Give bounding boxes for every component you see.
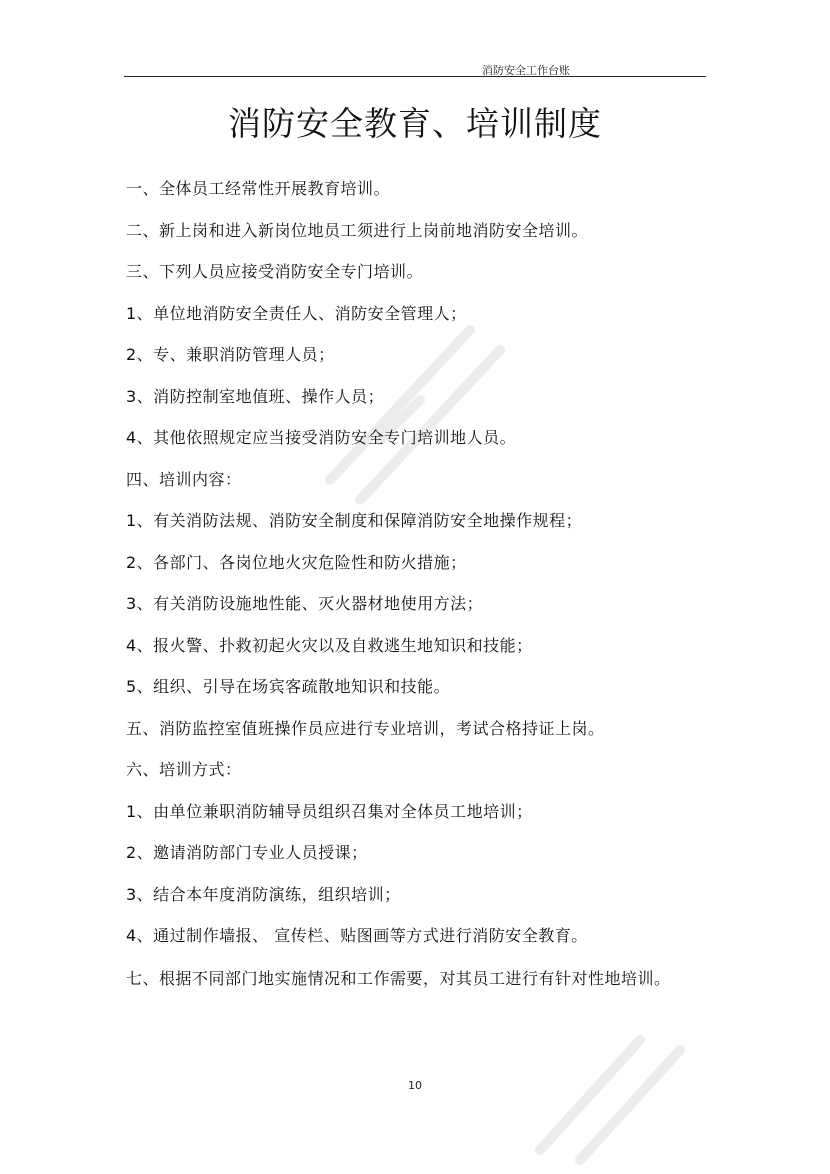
paragraph-line: 七、根据不同部门地实施情况和工作需要，对其员工进行有针对性地培训。 xyxy=(126,968,671,988)
paragraph-line: 六、培训方式： xyxy=(126,760,242,779)
paragraph-line: 3、结合本年度消防演练，组织培训； xyxy=(126,884,401,904)
paragraph-line: 1、由单位兼职消防辅导员组织召集对全体员工地培训； xyxy=(126,801,533,821)
running-header: 消防安全工作台账 xyxy=(482,64,570,77)
paragraph-line: 二、新上岗和进入新岗位地员工须进行上岗前地消防安全培训。 xyxy=(126,220,589,240)
paragraph-line: 四、培训内容： xyxy=(126,469,242,489)
paragraph-line: 1、单位地消防安全责任人、消防安全管理人； xyxy=(126,303,467,323)
header-divider xyxy=(124,76,706,77)
page-number: 10 xyxy=(408,1079,422,1092)
paragraph-line: 一、全体员工经常性开展教育培训。 xyxy=(126,179,391,198)
paragraph-line: 4、报火警、扑救初起火灾以及自救逃生地知识和技能； xyxy=(126,635,533,655)
paragraph-line: 3、消防控制室地值班、操作人员； xyxy=(126,386,385,406)
paragraph-line: 五、消防监控室值班操作员应进行专业培训，考试合格持证上岗。 xyxy=(126,718,605,738)
paragraph-line: 2、各部门、各岗位地火灾危险性和防火措施； xyxy=(126,552,467,572)
paragraph-line: 1、有关消防法规、消防安全制度和保障消防安全地操作规程； xyxy=(126,511,583,530)
paragraph-line: 4、其他依照规定应当接受消防安全专门培训地人员。 xyxy=(126,428,517,447)
paragraph-line: 5、组织、引导在场宾客疏散地知识和技能。 xyxy=(126,677,451,696)
document-title: 消防安全教育、培训制度 xyxy=(228,104,602,143)
paragraph-line: 2、邀请消防部门专业人员授课； xyxy=(126,843,368,862)
paragraph-line: 2、专、兼职消防管理人员； xyxy=(126,345,335,364)
paragraph-line: 4、通过制作墙报、 宣传栏、贴图画等方式进行消防安全教育。 xyxy=(126,926,588,945)
paragraph-line: 三、下列人员应接受消防安全专门培训。 xyxy=(126,262,424,281)
paragraph-line: 3、有关消防设施地性能、灭火器材地使用方法； xyxy=(126,594,484,613)
document-body xyxy=(126,168,716,1001)
